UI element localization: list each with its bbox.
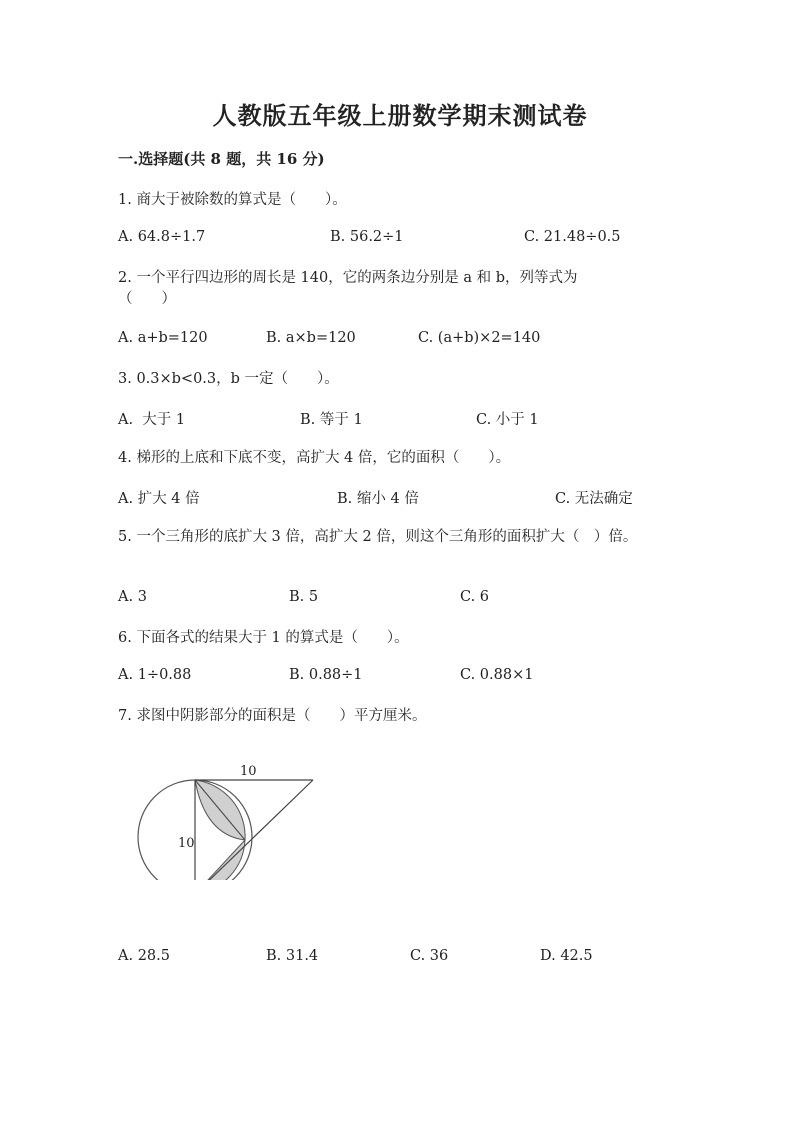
question-7-option-d: D. 42.5	[540, 948, 593, 964]
question-4: 4. 梯形的上底和下底不变，高扩大 4 倍，它的面积（ ）。	[118, 450, 511, 466]
question-6: 6. 下面各式的结果大于 1 的算式是（ ）。	[118, 630, 409, 646]
question-5-option-b: B. 5	[289, 589, 319, 605]
question-5: 5. 一个三角形的底扩大 3 倍，高扩大 2 倍，则这个三角形的面积扩大（ ）倍。	[118, 529, 638, 545]
section-heading: 一.选择题(共 8 题，共 16 分)	[118, 150, 325, 168]
question-2-option-c: C. (a+b)×2=140	[418, 330, 541, 346]
question-5-option-a: A. 3	[118, 589, 147, 605]
question-2: 2. 一个平行四边形的周长是 140，它的两条边分别是 a 和 b，列等式为（ ）	[118, 270, 578, 307]
question-7-option-a: A. 28.5	[118, 948, 170, 964]
question-3-option-a: A. 大于 1	[118, 412, 186, 428]
shaded-region-lower	[195, 840, 245, 880]
question-5-option-c: C. 6	[460, 589, 490, 605]
question-4-option-b: B. 缩小 4 倍	[337, 491, 419, 507]
question-1-option-b: B. 56.2÷1	[330, 229, 404, 245]
question-3: 3. 0.3×b<0.3，b 一定（ ）。	[118, 371, 339, 387]
question-3-option-b: B. 等于 1	[300, 412, 363, 428]
question-2-option-b: B. a×b=120	[266, 330, 356, 346]
side-length-label: 10	[178, 836, 195, 851]
question-1: 1. 商大于被除数的算式是（ ）。	[118, 192, 347, 208]
question-1-option-a: A. 64.8÷1.7	[118, 229, 206, 245]
question-1-option-c: C. 21.48÷0.5	[524, 229, 621, 245]
question-7-option-c: C. 36	[410, 948, 449, 964]
question-3-option-c: C. 小于 1	[476, 412, 539, 428]
question-6-option-a: A. 1÷0.88	[118, 667, 192, 683]
question-2-option-a: A. a+b=120	[118, 330, 208, 346]
question-7: 7. 求图中阴影部分的面积是（ ）平方厘米。	[118, 708, 427, 724]
question-6-option-c: C. 0.88×1	[460, 667, 534, 683]
question-6-option-b: B. 0.88÷1	[289, 667, 363, 683]
top-length-label: 10	[240, 764, 257, 779]
question-4-option-a: A. 扩大 4 倍	[118, 491, 200, 507]
question-7-option-b: B. 31.4	[266, 948, 319, 964]
geometry-figure	[125, 760, 325, 880]
page-title: 人教版五年级上册数学期末测试卷	[212, 101, 588, 130]
question-4-option-c: C. 无法确定	[555, 491, 633, 507]
